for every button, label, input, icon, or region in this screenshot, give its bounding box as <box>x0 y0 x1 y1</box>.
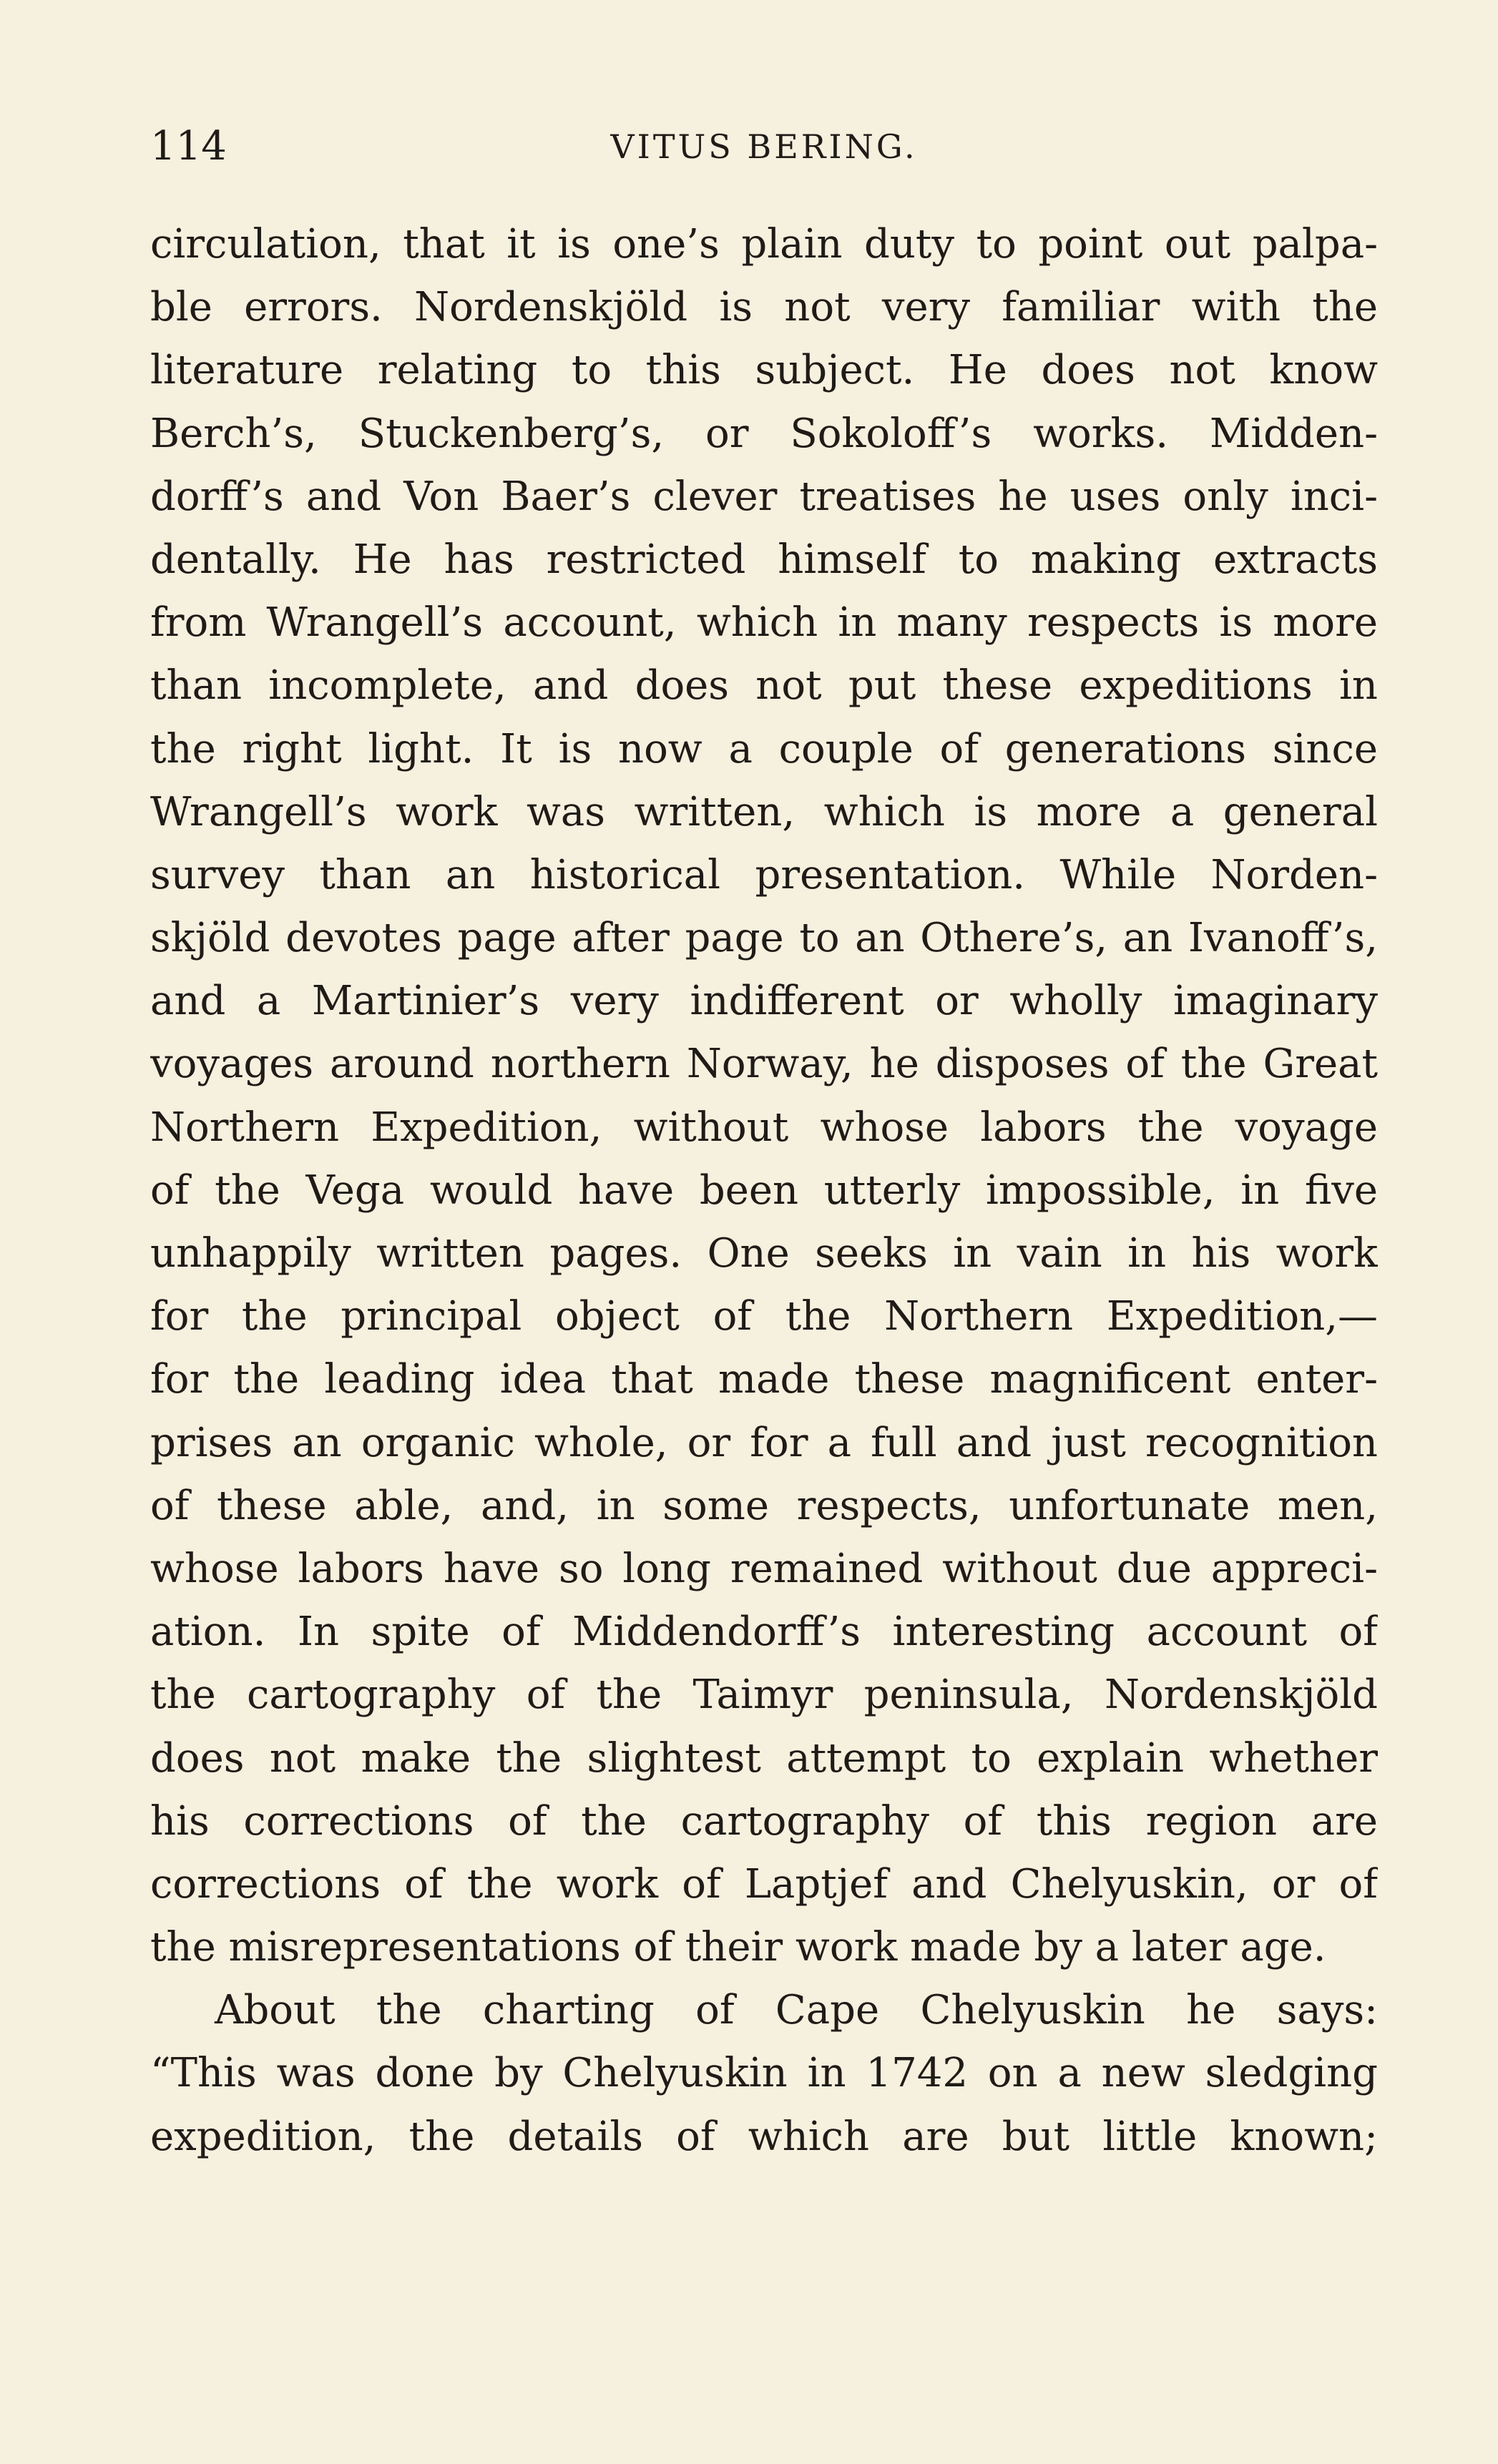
text-line: his corrections of the cartography of this region are <box>150 1797 1378 1845</box>
text-line: About the charting of Cape Chelyuskin he says: <box>215 1987 1378 2034</box>
text-line: survey than an historical presentation. While Norden- <box>150 851 1378 898</box>
page-header <box>150 114 1378 179</box>
text-line: prises an organic whole, or for a full and just recognition <box>150 1419 1378 1466</box>
text-line: does not make the slightest attempt to explain whether <box>150 1734 1378 1782</box>
text-line: for the principal object of the Northern Expedition,— <box>150 1293 1378 1340</box>
text-line: ation. In spite of Middendorff’s interesting account of <box>150 1609 1378 1656</box>
text-line: of these able, and, in some respects, unfortunate men, <box>150 1482 1378 1529</box>
text-line: corrections of the work of Laptjef and Chelyuskin, or of <box>150 1860 1378 1908</box>
text-line: dentally. He has restricted himself to making extracts <box>150 536 1378 583</box>
text-line: Berch’s, Stuckenberg’s, or Sokoloff’s works. Midden- <box>150 410 1378 457</box>
text-line: ble errors. Nordenskjöld is not very familiar with the <box>150 284 1378 331</box>
text-line: the right light. It is now a couple of generations since <box>150 725 1378 772</box>
text-line: unhappily written pages. One seeks in vain in his work <box>150 1230 1378 1277</box>
text-line: than incomplete, and does not put these expeditions in <box>150 662 1378 710</box>
text-line: for the leading idea that made these magnificent enter- <box>150 1356 1378 1403</box>
text-line: dorff’s and Von Baer’s clever treatises he uses only inci- <box>150 473 1378 520</box>
text-line: Northern Expedition, without whose labors the voyage <box>150 1104 1378 1151</box>
text-line: circulation, that it is one’s plain duty to point out palpa- <box>150 221 1378 267</box>
text-line: Wrangell’s work was written, which is more a general <box>150 788 1378 835</box>
text-line: literature relating to this subject. He does not know <box>150 347 1378 394</box>
text-line: of the Vega would have been utterly impossible, in five <box>150 1167 1378 1214</box>
text-line: whose labors have so long remained without due appreci- <box>150 1545 1378 1592</box>
text-line: and a Martinier’s very indifferent or wholly imaginary <box>150 978 1378 1025</box>
text-line: expedition, the details of which are but little known; <box>150 2113 1378 2160</box>
running-head: VITUS BERING. <box>610 127 918 166</box>
text-line: the cartography of the Taimyr peninsula, Nordenskjöld <box>150 1672 1378 1719</box>
text-line: from Wrangell’s account, which in many respects is more <box>150 599 1378 647</box>
text-line: voyages around northern Norway, he disposes of the Great <box>150 1041 1378 1088</box>
body-text <box>150 213 1378 2169</box>
text-line: the misrepresentations of their work made by a later age. <box>150 1924 1326 1971</box>
text-line: skjöld devotes page after page to an Othere’s, an Ivanoff’s, <box>150 915 1378 962</box>
page-number: 114 <box>150 123 227 170</box>
text-line: “This was done by Chelyuskin in 1742 on a new sledging <box>150 2050 1378 2097</box>
